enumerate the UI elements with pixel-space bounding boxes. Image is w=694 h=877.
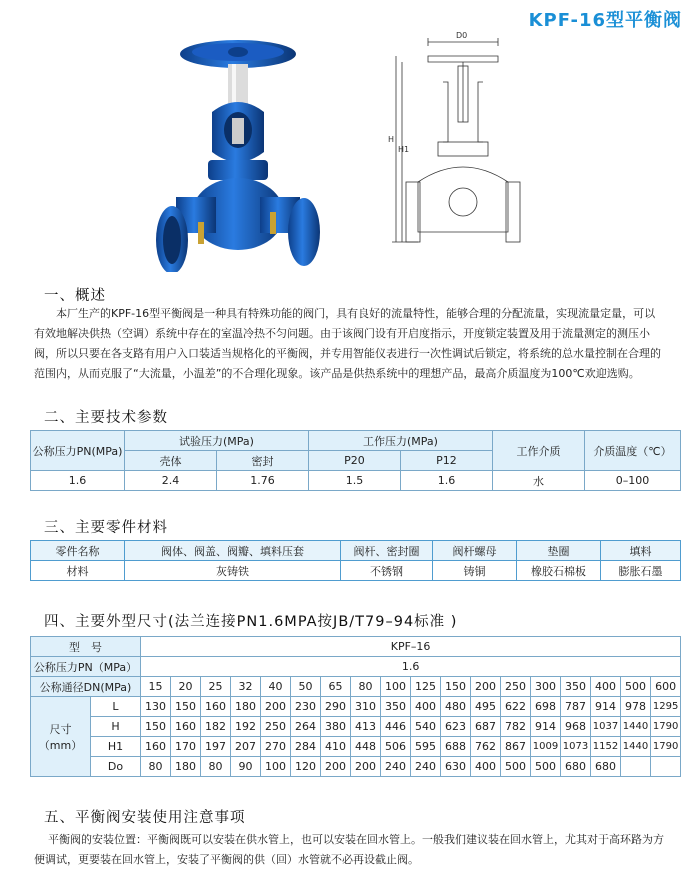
materials-header-cell: 阀杆螺母 [433,541,517,561]
dim-dn-cell: 400 [591,677,621,697]
materials-header-cell: 阀体、阀盖、阀瓣、填料压套 [125,541,341,561]
dim-dn-cell: 150 [441,677,471,697]
dim-value-cell: 914 [531,717,561,737]
params-pn-header: 公称压力PN(MPa) [31,431,125,471]
params-seal-value: 1.76 [217,471,309,491]
materials-header-cell: 零件名称 [31,541,125,561]
dim-dn-cell: 125 [411,677,441,697]
dim-value-cell: 410 [321,737,351,757]
dim-value-cell: 914 [591,697,621,717]
dim-value-cell: 680 [561,757,591,777]
dim-dn-cell: 20 [171,677,201,697]
dim-dn-cell: 500 [621,677,651,697]
section-dimensions-heading: 四、主要外型尺寸(法兰连接PN1.6MPA按JB/T79–94标准 ) [44,614,458,630]
dim-value-cell: 1295 [651,697,681,717]
dim-value-cell: 480 [441,697,471,717]
params-medium-value: 水 [493,471,585,491]
dim-value-cell: 160 [141,737,171,757]
dim-value-cell: 200 [351,757,381,777]
dim-value-cell: 400 [471,757,501,777]
dim-value-cell: 270 [261,737,291,757]
dimensions-table [30,636,681,777]
dim-row-name: Do [91,757,141,777]
dim-value-cell: 240 [411,757,441,777]
materials-header-cell: 阀杆、密封圈 [341,541,433,561]
dim-dn-cell: 250 [501,677,531,697]
dim-value-cell: 380 [321,717,351,737]
dim-value-cell: 1152 [591,737,621,757]
dim-row-name: H1 [91,737,141,757]
params-seal-header: 密封 [217,451,309,471]
dim-dn-cell: 300 [531,677,561,697]
params-shell-value: 2.4 [125,471,217,491]
materials-value-cell: 不锈钢 [341,561,433,581]
materials-header-cell: 填料 [601,541,681,561]
dim-dn-cell: 80 [351,677,381,697]
dim-value-cell: 180 [171,757,201,777]
section-overview-heading: 一、概述 [44,288,106,304]
dim-value-cell: 867 [501,737,531,757]
params-pn-value: 1.6 [31,471,125,491]
params-temp-header: 介质温度（℃） [585,431,681,471]
params-medium-header: 工作介质 [493,431,585,471]
dim-value-cell: 250 [261,717,291,737]
dim-value-cell [621,757,651,777]
install-paragraph: 平衡阀的安装位置：平衡阀既可以安装在供水管上，也可以安装在回水管上。一般我们建议装在回水管上，尤其对于高环路为方便调试，更要装在回水管上，安装了平衡阀的供（回）水管就不必再设截止阀。 [34,833,664,866]
dim-value-cell: 130 [141,697,171,717]
dim-value-cell: 698 [531,697,561,717]
section-params-heading: 二、主要技术参数 [44,410,168,426]
dim-dn-cell: 25 [201,677,231,697]
page-title: KPF-16型平衡阀 [528,10,682,31]
dim-model-value: KPF–16 [141,637,681,657]
params-p20-header: P20 [309,451,401,471]
params-test-header: 试验压力(MPa) [125,431,309,451]
materials-value-cell: 膨胀石墨 [601,561,681,581]
params-p12-header: P12 [401,451,493,471]
dim-value-cell: 413 [351,717,381,737]
dim-value-cell: 350 [381,697,411,717]
dim-value-cell: 787 [561,697,591,717]
dim-value-cell: 623 [441,717,471,737]
dim-value-cell: 680 [591,757,621,777]
materials-header-cell: 垫圈 [517,541,601,561]
dim-value-cell [651,757,681,777]
valve-photo [150,32,330,272]
params-table [30,430,681,491]
materials-table [30,540,681,581]
dim-value-cell: 762 [471,737,501,757]
dim-value-cell: 448 [351,737,381,757]
dim-value-cell: 80 [141,757,171,777]
params-temp-value: 0–100 [585,471,681,491]
dim-dn-cell: 65 [321,677,351,697]
dim-dn-cell: 50 [291,677,321,697]
dim-value-cell: 1037 [591,717,621,737]
dim-size-label: 尺寸 （mm） [31,697,91,777]
dim-value-cell: 978 [621,697,651,717]
params-shell-header: 壳体 [125,451,217,471]
dim-value-cell: 180 [231,697,261,717]
dim-h1-label: H1 [398,145,410,154]
dim-dn-cell: 100 [381,677,411,697]
dim-value-cell: 1073 [561,737,591,757]
params-p12-value: 1.6 [401,471,493,491]
dim-value-cell: 968 [561,717,591,737]
overview-text [34,304,664,384]
dim-value-cell: 595 [411,737,441,757]
dim-value-cell: 200 [261,697,291,717]
materials-value-cell: 铸铜 [433,561,517,581]
dim-value-cell: 1790 [651,717,681,737]
overview-paragraph: 本厂生产的KPF-16型平衡阀是一种具有特殊功能的阀门，具有良好的流量特性，能够合理的分配流量，实现流量定量，可以有效地解决供热（空调）系统中存在的室温冷热不匀问题。由于该阀门设有开启度指示，开度锁定装置及用于流量测定的测压小阀，所以只要在各支路有用户入口装适当规格化的平衡阀，并专用智能仪表进行一次性调试后锁定，将系统的总水量控制在合理的范围内，从而克服了“大流量，小温差”的不合理化现象。该产品是供热系统中的理想产品，最高介质温度为100℃欢迎选购。 [34,307,661,380]
dim-dn-cell: 32 [231,677,261,697]
dim-value-cell: 687 [471,717,501,737]
dim-value-cell: 1440 [621,737,651,757]
dim-value-cell: 688 [441,737,471,757]
materials-value-cell: 灰铸铁 [125,561,341,581]
dim-value-cell: 506 [381,737,411,757]
dim-value-cell: 1440 [621,717,651,737]
dim-row-name: L [91,697,141,717]
params-work-header: 工作压力(MPa) [309,431,493,451]
dim-value-cell: 150 [171,697,201,717]
dim-value-cell: 80 [201,757,231,777]
dim-value-cell: 782 [501,717,531,737]
section-install-heading: 五、平衡阀安装使用注意事项 [44,810,246,826]
dim-value-cell: 200 [321,757,351,777]
dim-value-cell: 400 [411,697,441,717]
dim-value-cell: 630 [441,757,471,777]
dim-dn-cell: 200 [471,677,501,697]
dim-h-label: H [388,135,395,144]
dim-pn-label: 公称压力PN（MPa） [31,657,141,677]
dim-value-cell: 160 [171,717,201,737]
dim-value-cell: 540 [411,717,441,737]
dim-dn-cell: 40 [261,677,291,697]
dim-d0-label: D0 [456,32,468,40]
params-p20-value: 1.5 [309,471,401,491]
dim-value-cell: 1009 [531,737,561,757]
dim-value-cell: 264 [291,717,321,737]
dim-value-cell: 192 [231,717,261,737]
dim-value-cell: 197 [201,737,231,757]
dim-value-cell: 170 [171,737,201,757]
materials-value-cell: 橡胶石棉板 [517,561,601,581]
install-text [34,830,674,870]
dim-value-cell: 207 [231,737,261,757]
valve-drawing [388,32,538,262]
dim-value-cell: 100 [261,757,291,777]
dim-dn-cell: 15 [141,677,171,697]
dim-value-cell: 500 [531,757,561,777]
dim-value-cell: 90 [231,757,261,777]
dim-value-cell: 240 [381,757,411,777]
dim-value-cell: 230 [291,697,321,717]
dim-dn-cell: 600 [651,677,681,697]
dim-pn-value: 1.6 [141,657,681,677]
dim-value-cell: 622 [501,697,531,717]
dim-value-cell: 495 [471,697,501,717]
dim-value-cell: 120 [291,757,321,777]
dim-value-cell: 446 [381,717,411,737]
dim-value-cell: 150 [141,717,171,737]
dim-dn-cell: 350 [561,677,591,697]
materials-value-cell: 材料 [31,561,125,581]
dim-value-cell: 500 [501,757,531,777]
section-materials-heading: 三、主要零件材料 [44,520,168,536]
dim-value-cell: 310 [351,697,381,717]
dim-row-name: H [91,717,141,737]
dim-value-cell: 1790 [651,737,681,757]
dim-value-cell: 284 [291,737,321,757]
dim-value-cell: 160 [201,697,231,717]
dim-model-label: 型 号 [31,637,141,657]
dim-dn-label: 公称通径DN(MPa) [31,677,141,697]
dim-value-cell: 182 [201,717,231,737]
dim-value-cell: 290 [321,697,351,717]
